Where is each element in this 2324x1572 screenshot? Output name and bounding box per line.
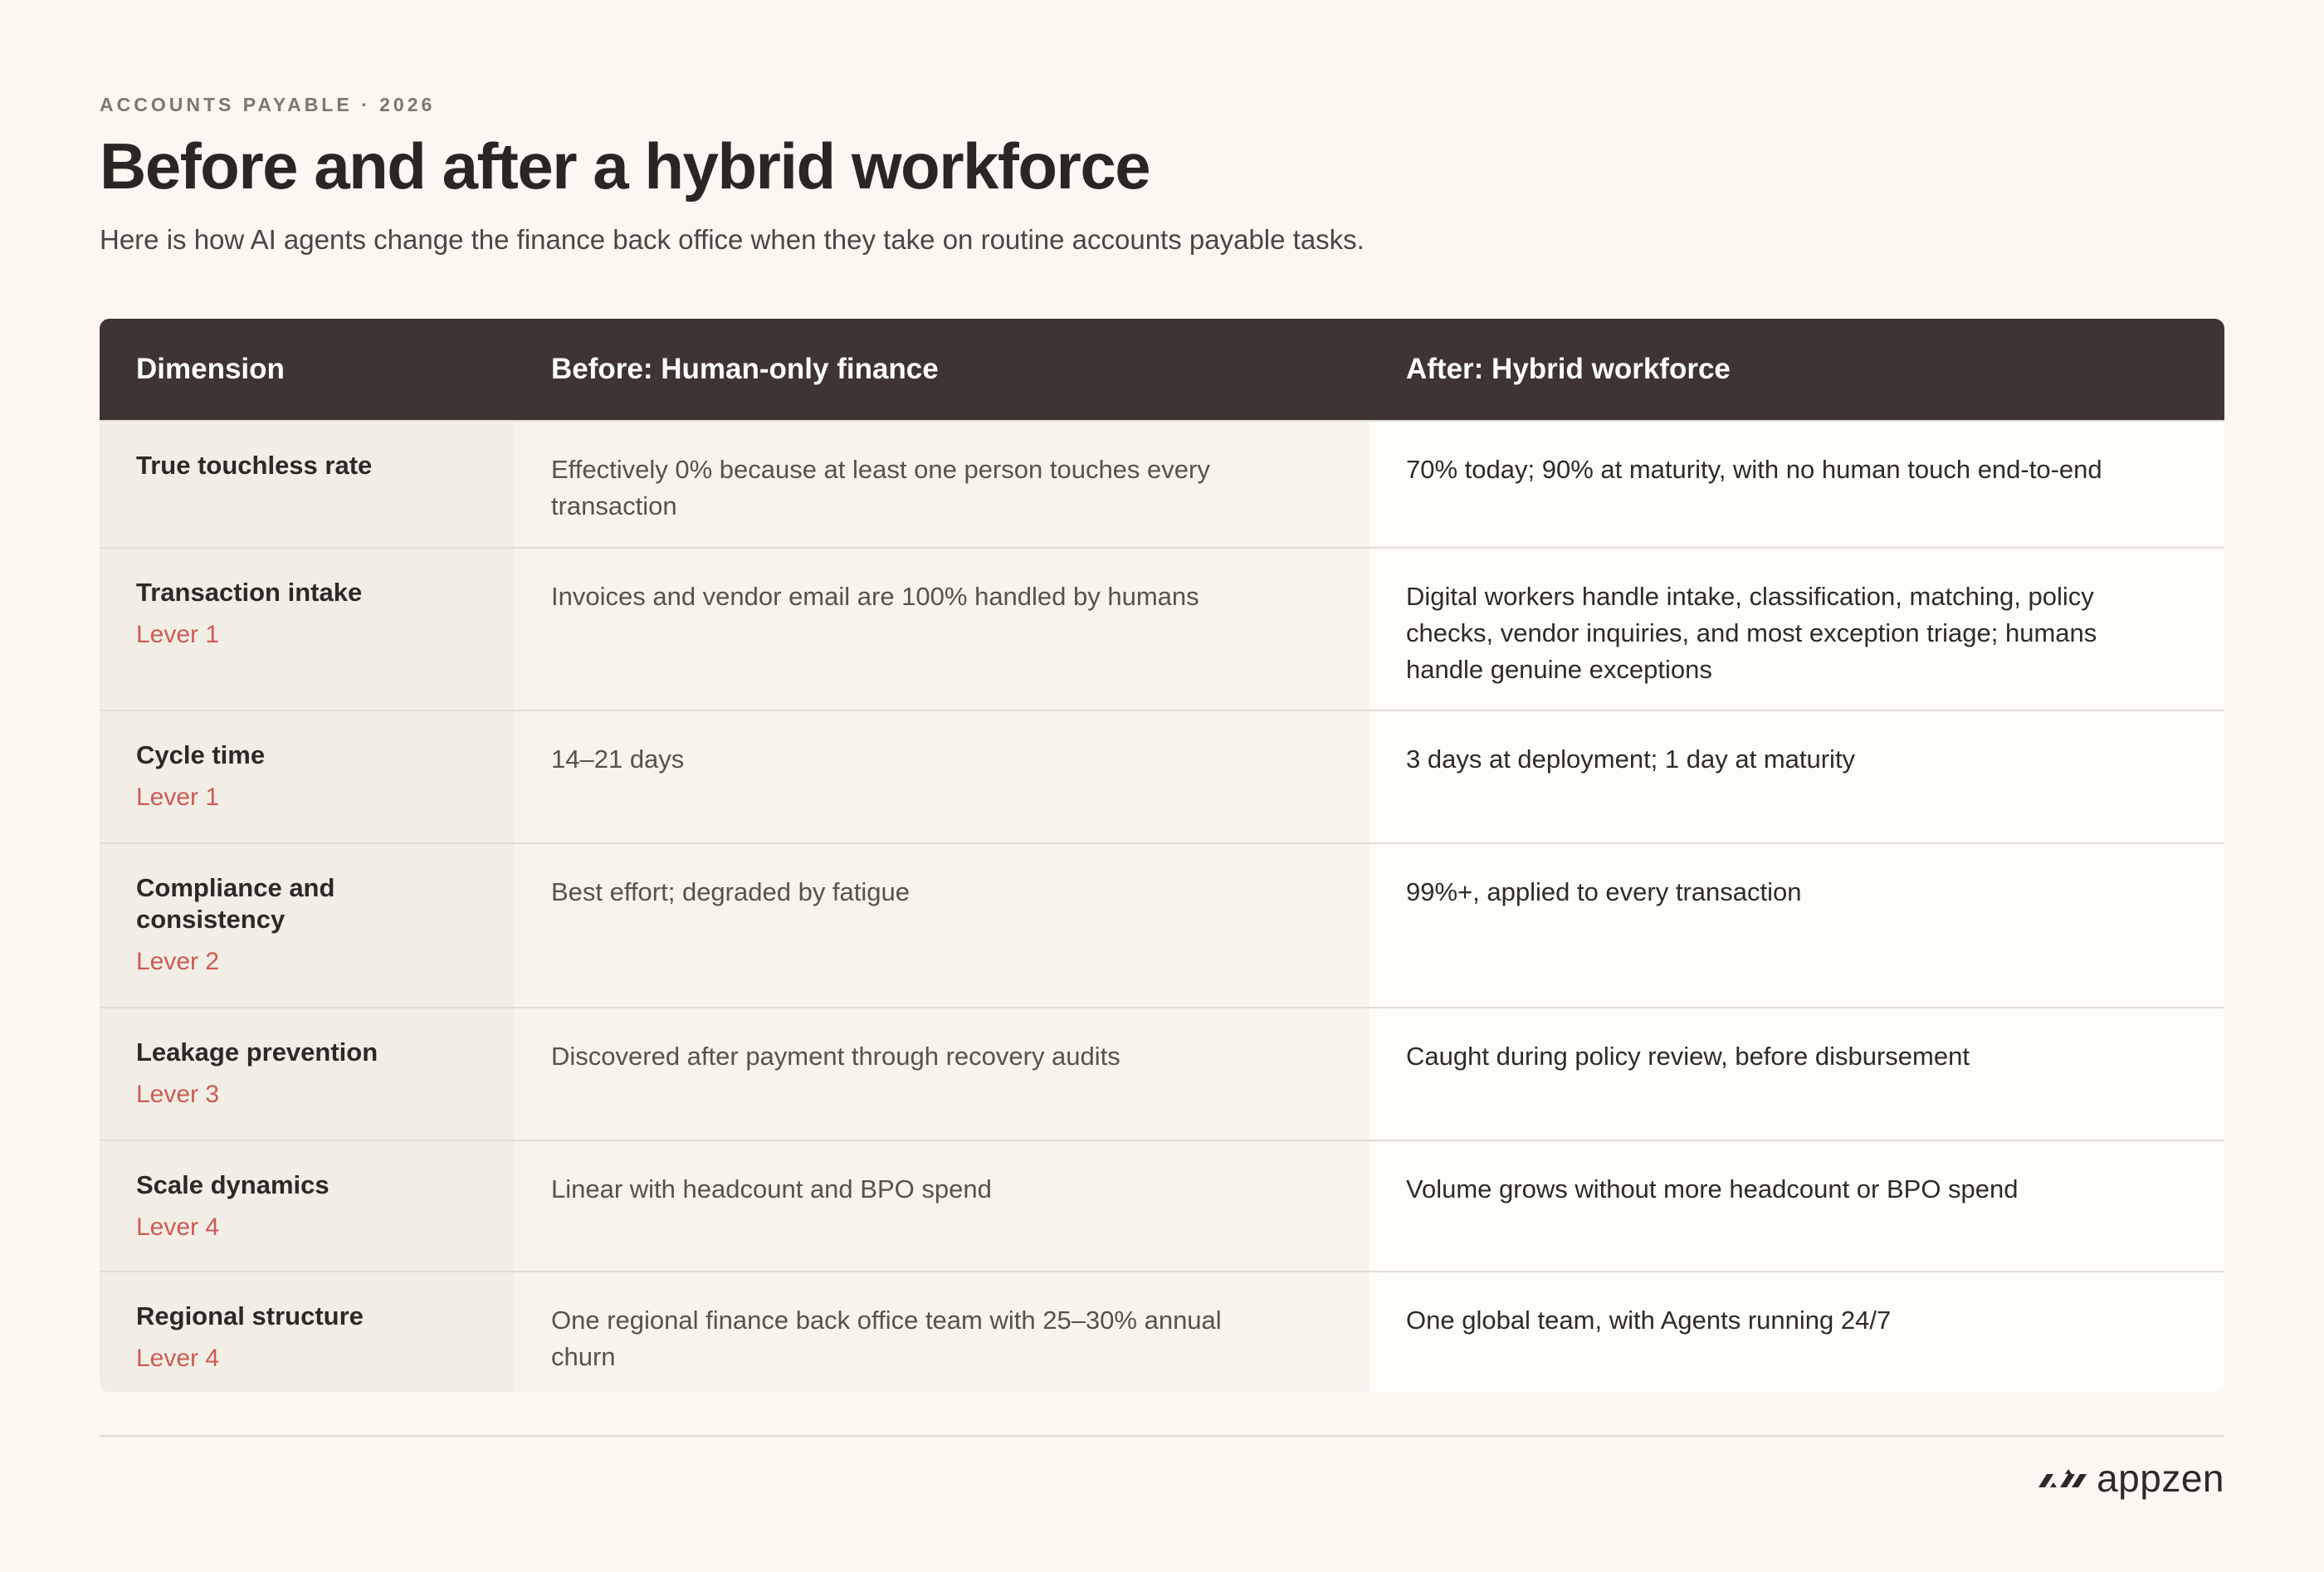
lever-label: Lever 4 — [136, 1345, 220, 1372]
dimension-cell — [100, 1272, 515, 1392]
dimension-name: Regional structure — [136, 1301, 364, 1330]
table-row — [100, 710, 2224, 842]
table-row — [100, 547, 2224, 710]
dimension-name: Scale dynamics — [136, 1170, 330, 1199]
table-row — [100, 420, 2224, 547]
lever-label: Lever 1 — [136, 784, 220, 811]
page-title: Before and after a hybrid workforce — [100, 129, 1150, 203]
lever-label: Lever 2 — [136, 948, 220, 975]
column-header-after: After: Hybrid workforce — [1406, 353, 1731, 385]
before-cell: Invoices and vendor email are 100% handled by humans — [515, 549, 1370, 710]
table-row — [100, 842, 2224, 1007]
lever-label: Lever 3 — [136, 1081, 220, 1108]
appzen-logo-icon — [2037, 1466, 2088, 1491]
lever-label: Lever 1 — [136, 621, 220, 648]
before-cell: One regional finance back office team with 25–30% annual churn — [515, 1272, 1370, 1392]
after-cell: One global team, with Agents running 24/7 — [1370, 1272, 2224, 1392]
dimension-name: Compliance and consistency — [136, 873, 335, 934]
page-subtitle: Here is how AI agents change the finance back office when they take on routine accounts payable tasks. — [100, 224, 1365, 255]
eyebrow: ACCOUNTS PAYABLE · 2026 — [100, 94, 436, 115]
dimension-cell — [100, 844, 515, 1007]
logo-wordmark: appzen — [2097, 1457, 2224, 1500]
before-cell: 14–21 days — [515, 711, 1370, 842]
dimension-cell — [100, 1008, 515, 1140]
before-cell: Linear with headcount and BPO spend — [515, 1141, 1370, 1271]
column-header-dimension: Dimension — [136, 353, 285, 385]
before-cell: Discovered after payment through recovery audits — [515, 1008, 1370, 1140]
after-cell: 99%+, applied to every transaction — [1370, 844, 2224, 1007]
footer-divider — [100, 1435, 2224, 1437]
comparison-table — [100, 319, 2224, 1392]
dimension-name: Cycle time — [136, 740, 266, 769]
dimension-cell — [100, 549, 515, 710]
after-cell: Volume grows without more headcount or BPO spend — [1370, 1141, 2224, 1271]
after-cell: Digital workers handle intake, classification, matching, policy checks, vendor inquiries, and most exception triage; humans handle genuine exceptions — [1370, 549, 2224, 710]
dimension-name: Transaction intake — [136, 578, 363, 607]
table-row — [100, 1271, 2224, 1392]
dimension-cell — [100, 422, 515, 547]
dimension-name: True touchless rate — [136, 451, 373, 480]
table-row — [100, 1007, 2224, 1140]
before-cell: Effectively 0% because at least one person touches every transaction — [515, 422, 1370, 547]
dimension-cell — [100, 1141, 515, 1271]
after-cell: 70% today; 90% at maturity, with no human touch end-to-end — [1370, 422, 2224, 547]
lever-label: Lever 4 — [136, 1213, 220, 1241]
after-cell: 3 days at deployment; 1 day at maturity — [1370, 711, 2224, 842]
column-header-before: Before: Human-only finance — [551, 353, 939, 385]
table-header — [100, 319, 2224, 420]
dimension-cell — [100, 711, 515, 842]
appzen-logo — [2037, 1456, 2224, 1501]
after-cell: Caught during policy review, before disbursement — [1370, 1008, 2224, 1140]
before-cell: Best effort; degraded by fatigue — [515, 844, 1370, 1007]
table-row — [100, 1140, 2224, 1271]
dimension-name: Leakage prevention — [136, 1037, 378, 1067]
